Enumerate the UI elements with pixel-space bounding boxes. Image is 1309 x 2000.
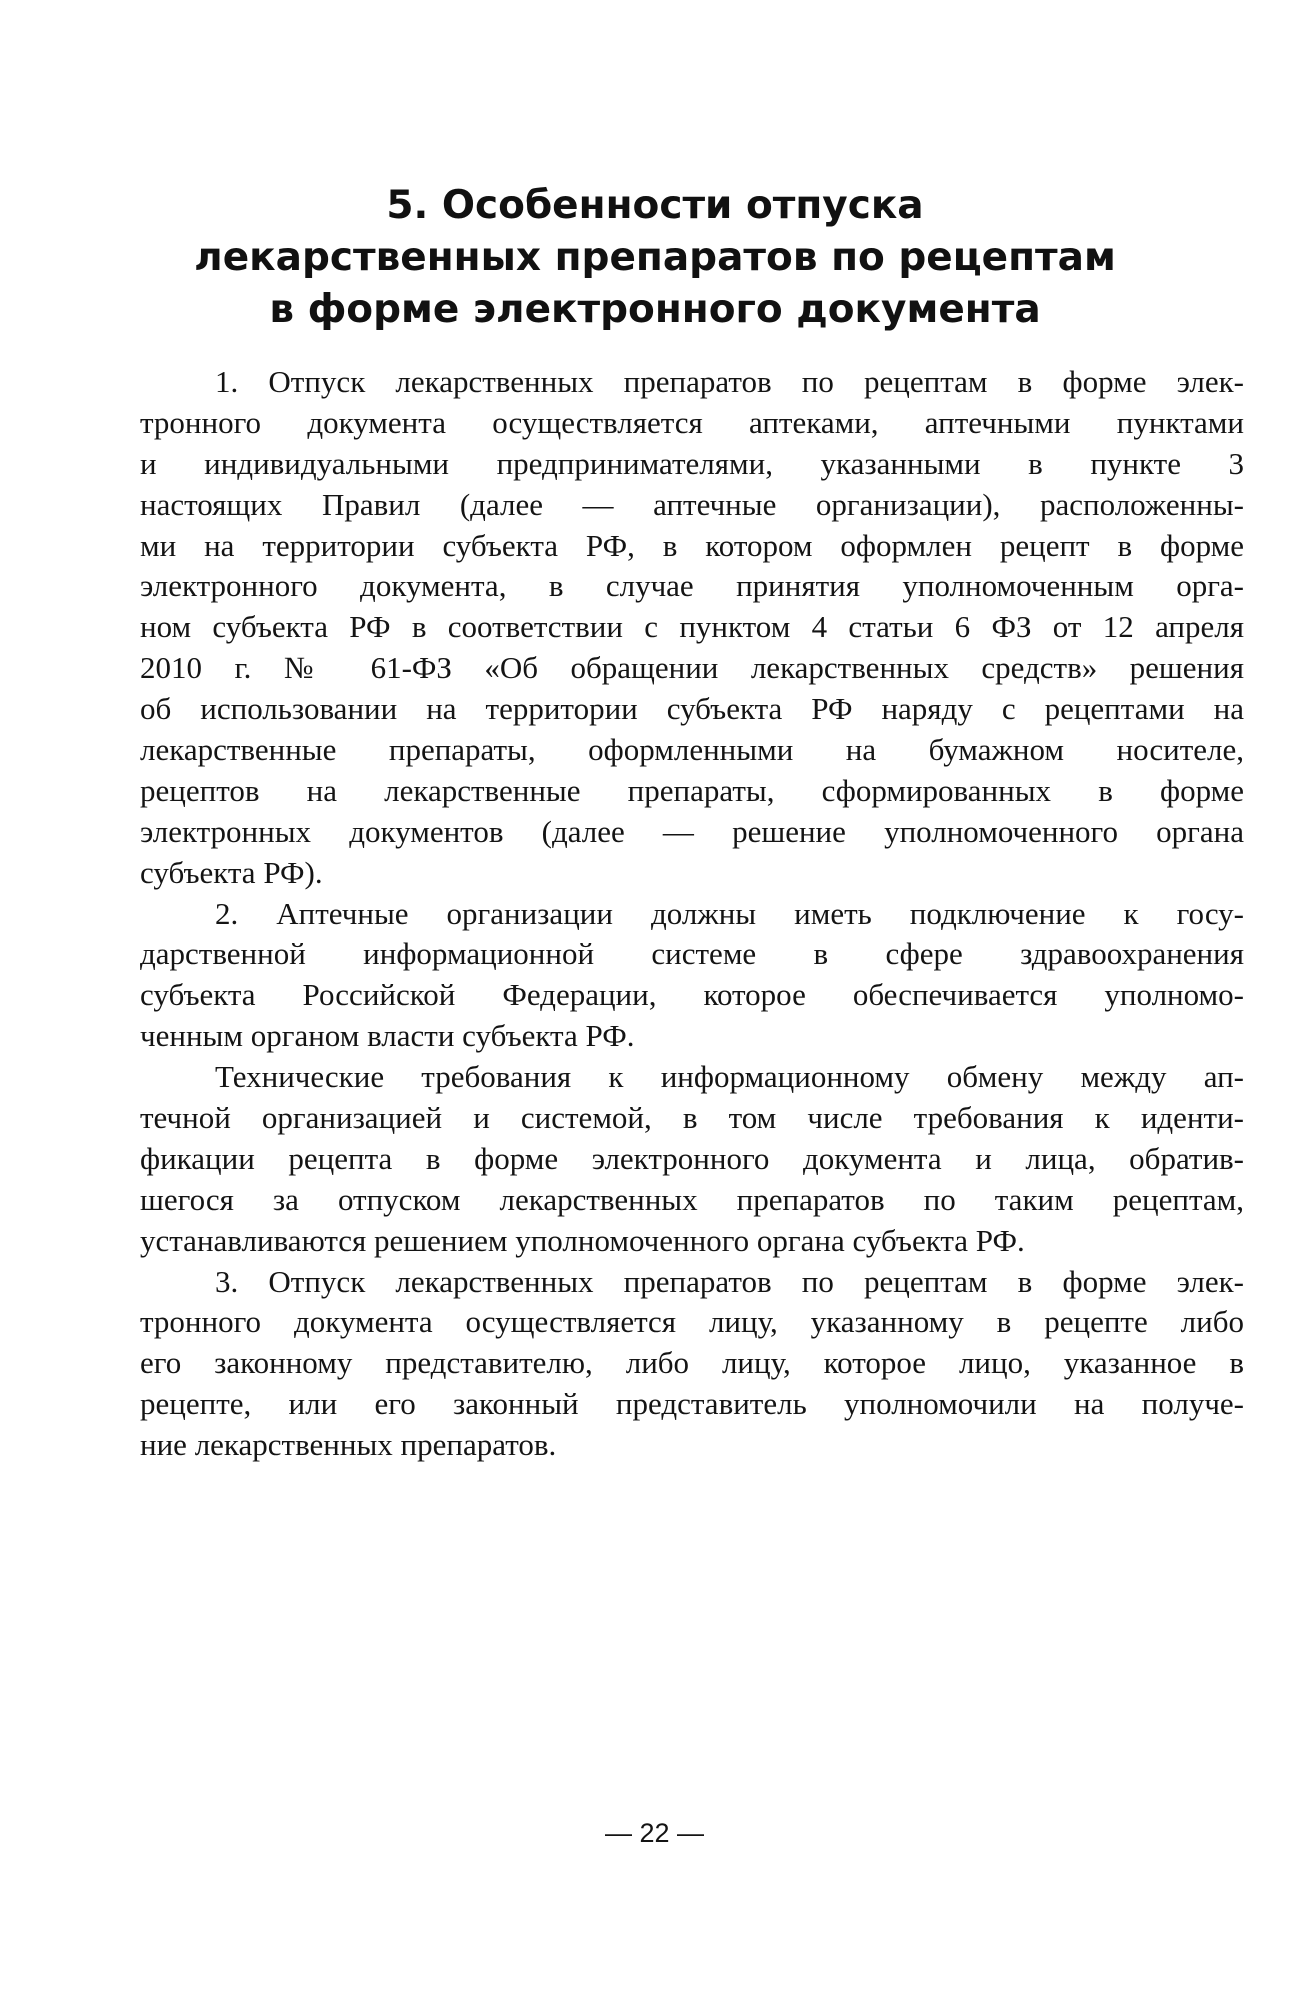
text-line: течной организацией и системой, в том числе требования к иденти- [140,1100,1244,1136]
text-line: рецепте, или его законный представитель уполномочили на получе- [140,1386,1244,1422]
text-line: Технические требования к информационному обмену между ап- [215,1059,1244,1095]
heading-line: в форме электронного документа [269,287,1041,332]
text-line: электронного документа, в случае принятия уполномоченным орга- [140,568,1244,604]
text-line: устанавливаются решением уполномоченного органа субъекта РФ. [140,1222,1025,1258]
text-line: 3. Отпуск лекарственных препаратов по рецептам в форме элек- [215,1263,1244,1299]
text-line: рецептов на лекарственные препараты, сформированных в форме [140,772,1244,808]
text-line: 1. Отпуск лекарственных препаратов по рецептам в форме элек- [215,364,1244,399]
text-line: ном субъекта РФ в соответствии с пунктом 4 статьи 6 ФЗ от 12 апреля [140,609,1244,645]
body-text [140,362,1244,1466]
paragraph-2 [140,894,1244,1058]
text-line: субъекта РФ). [140,854,323,890]
text-line: фикации рецепта в форме электронного документа и лица, обратив- [140,1140,1244,1176]
text-line: 2. Аптечные организации должны иметь подключение к госу- [215,895,1244,931]
text-line: ние лекарственных препаратов. [140,1427,557,1463]
paragraph-1 [140,362,1244,894]
text-line: 2010 г. № 61-ФЗ «Об обращении лекарственных средств» решения [140,650,1244,686]
text-line: настоящих Правил (далее — аптечные организации), расположенны- [140,486,1244,522]
text-line: ми на территории субъекта РФ, в котором оформлен рецепт в форме [140,527,1244,563]
text-line: тронного документа осуществляется аптеками, аптечными пунктами [140,404,1244,440]
heading-line: 5. Особенности отпуска [386,183,924,228]
paragraph-3 [140,1057,1244,1261]
paragraph-4 [140,1262,1244,1466]
page-number: — 22 — [604,1818,705,1848]
text-line: дарственной информационной системе в сфере здравоохранения [140,936,1244,972]
text-line: электронных документов (далее — решение уполномоченного органа [140,813,1244,849]
text-line: тронного документа осуществляется лицу, указанному в рецепте либо [140,1304,1244,1340]
text-line: ченным органом власти субъекта РФ. [140,1018,635,1054]
text-line: субъекта Российской Федерации, которое обеспечивается уполномо- [140,977,1244,1013]
section-heading [140,180,1170,336]
text-line: его законному представителю, либо лицу, которое лицо, указанное в [140,1345,1244,1381]
text-line: об использовании на территории субъекта РФ наряду с рецептами на [140,691,1244,727]
text-line: лекарственные препараты, оформленными на бумажном носителе, [140,732,1244,768]
heading-line: лекарственных препаратов по рецептам [194,235,1116,280]
text-line: шегося за отпуском лекарственных препаратов по таким рецептам, [140,1181,1244,1217]
text-line: и индивидуальными предпринимателями, указанными в пункте 3 [140,445,1244,481]
